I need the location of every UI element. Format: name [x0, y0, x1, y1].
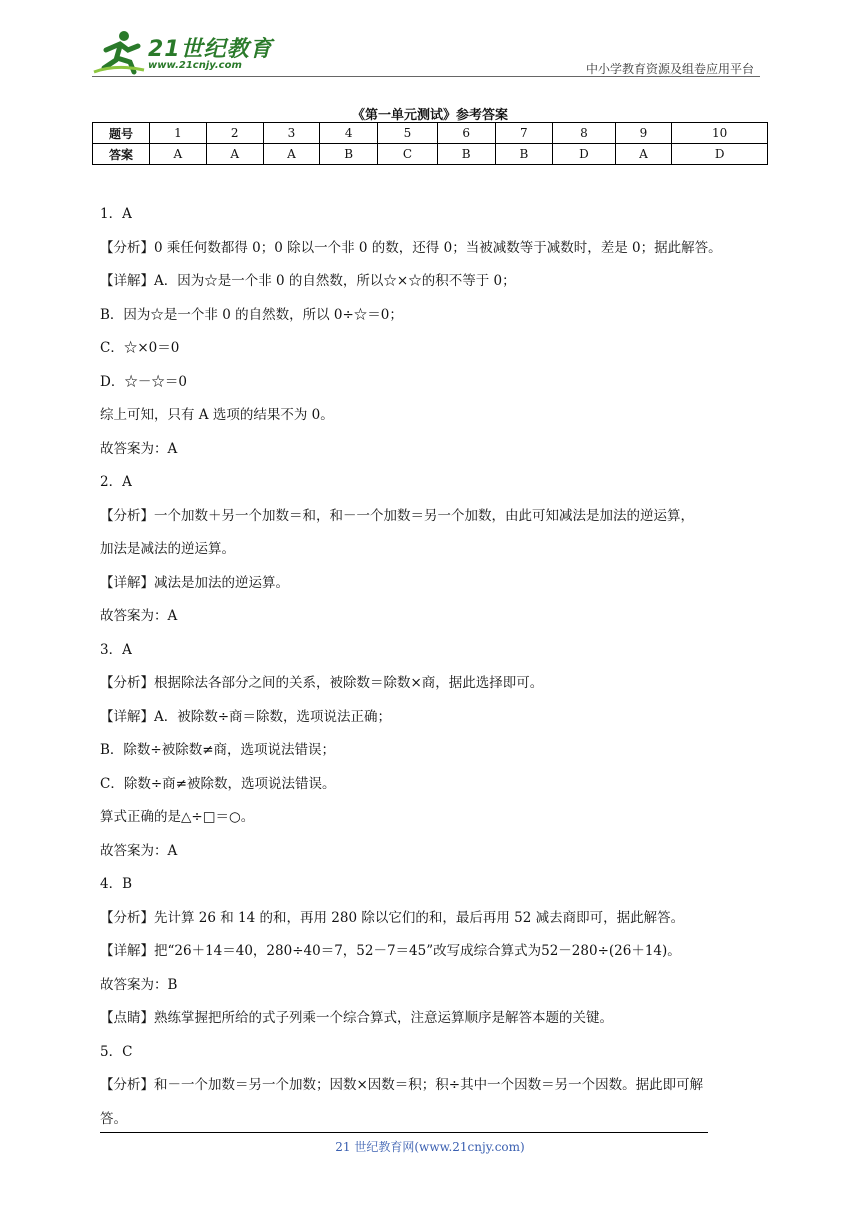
- answer-cell: D: [553, 144, 615, 165]
- answer-table-title: 《第一单元测试》参考答案: [351, 108, 508, 123]
- text-line: 故答案为：A: [100, 608, 178, 624]
- answer-cell: A: [206, 144, 263, 165]
- logo: [92, 28, 292, 78]
- text-line: 1．A: [100, 206, 132, 222]
- question-number: 7: [495, 123, 553, 144]
- question-number: 3: [263, 123, 320, 144]
- answer-cell: A: [263, 144, 320, 165]
- text-line: 算式正确的是△÷□＝○。: [100, 809, 255, 825]
- question-number: 9: [615, 123, 672, 144]
- question-number: 2: [206, 123, 263, 144]
- text-line: B．除数÷被除数≠商，选项说法错误；: [100, 742, 336, 758]
- answer-cell: A: [150, 144, 207, 165]
- answer-cell: C: [378, 144, 438, 165]
- question-number: 1: [150, 123, 207, 144]
- text-line: 【分析】0 乘任何数都得 0；0 除以一个非 0 的数，还得 0；当被减数等于减数时，差是 0；据此解答。: [100, 239, 722, 256]
- answer-cell: A: [615, 144, 672, 165]
- question-number: 6: [437, 123, 495, 144]
- question-number: 8: [553, 123, 615, 144]
- text-line: 【详解】A．因为☆是一个非 0 的自然数，所以☆×☆的积不等于 0；: [100, 273, 516, 289]
- text-line: C．除数÷商≠被除数，选项说法错误。: [100, 775, 336, 792]
- text-line: 综上可知，只有 A 选项的结果不为 0。: [100, 407, 334, 423]
- runner-logo-icon: [92, 28, 146, 76]
- row-label-answer: 答案: [93, 144, 150, 165]
- footer-divider: [100, 1132, 708, 1133]
- answer-cell: B: [495, 144, 553, 165]
- text-line: 5．C: [100, 1043, 133, 1060]
- answer-row: [93, 144, 768, 165]
- text-line: 故答案为：B: [100, 976, 178, 993]
- question-number: 10: [672, 123, 768, 144]
- text-line: 【详解】减法是加法的逆运算。: [100, 574, 289, 591]
- text-line: B．因为☆是一个非 0 的自然数，所以 0÷☆＝0；: [100, 306, 403, 323]
- text-line: 【分析】和－一个加数＝另一个加数；因数×因数＝积；积÷其中一个因数＝另一个因数。据此即可解: [100, 1077, 704, 1093]
- text-line: 【详解】把“26＋14＝40，280÷40＝7，52－7＝45”改写成综合算式为52－280÷(26＋14)。: [100, 943, 681, 959]
- text-line: 加法是减法的逆运算。: [100, 541, 235, 557]
- row-label-question: 题号: [93, 123, 150, 144]
- text-line: 答。: [100, 1110, 127, 1127]
- question-number: 4: [320, 123, 378, 144]
- platform-label: 中小学教育资源及组卷应用平台: [585, 62, 754, 76]
- text-line: 4．B: [100, 876, 133, 892]
- text-line: 【详解】A．被除数÷商＝除数，选项说法正确；: [100, 708, 392, 725]
- header-divider: [92, 76, 760, 77]
- answer-cell: B: [320, 144, 378, 165]
- answer-cell: B: [437, 144, 495, 165]
- text-line: 【分析】先计算 26 和 14 的和，再用 280 除以它们的和，最后再用 52 减去商即可，据此解答。: [100, 909, 685, 926]
- solution-content: [100, 198, 770, 1136]
- text-line: 【分析】根据除法各部分之间的关系，被除数＝除数×商，据此选择即可。: [100, 675, 544, 691]
- text-line: D．☆－☆＝0: [100, 373, 187, 390]
- logo-text: 21世纪教育: [148, 37, 273, 62]
- footer-text: 21 世纪教育网(www.21cnjy.com): [335, 1140, 525, 1154]
- question-number-row: [93, 123, 768, 144]
- text-line: 2．A: [100, 474, 132, 490]
- page-header: [92, 28, 760, 80]
- text-line: 【分析】一个加数＋另一个加数＝和，和－一个加数＝另一个加数，由此可知减法是加法的逆运算，: [100, 507, 694, 524]
- text-line: 故答案为：A: [100, 440, 178, 457]
- text-line: 【点睛】熟练掌握把所给的式子列乘一个综合算式，注意运算顺序是解答本题的关键。: [100, 1010, 613, 1026]
- answer-cell: D: [672, 144, 768, 165]
- logo-url: www.21cnjy.com: [148, 60, 242, 71]
- text-line: C．☆×0＝0: [100, 340, 180, 356]
- text-line: 3．A: [100, 641, 132, 658]
- answer-table: [92, 122, 768, 165]
- question-number: 5: [378, 123, 438, 144]
- text-line: 故答案为：A: [100, 842, 178, 859]
